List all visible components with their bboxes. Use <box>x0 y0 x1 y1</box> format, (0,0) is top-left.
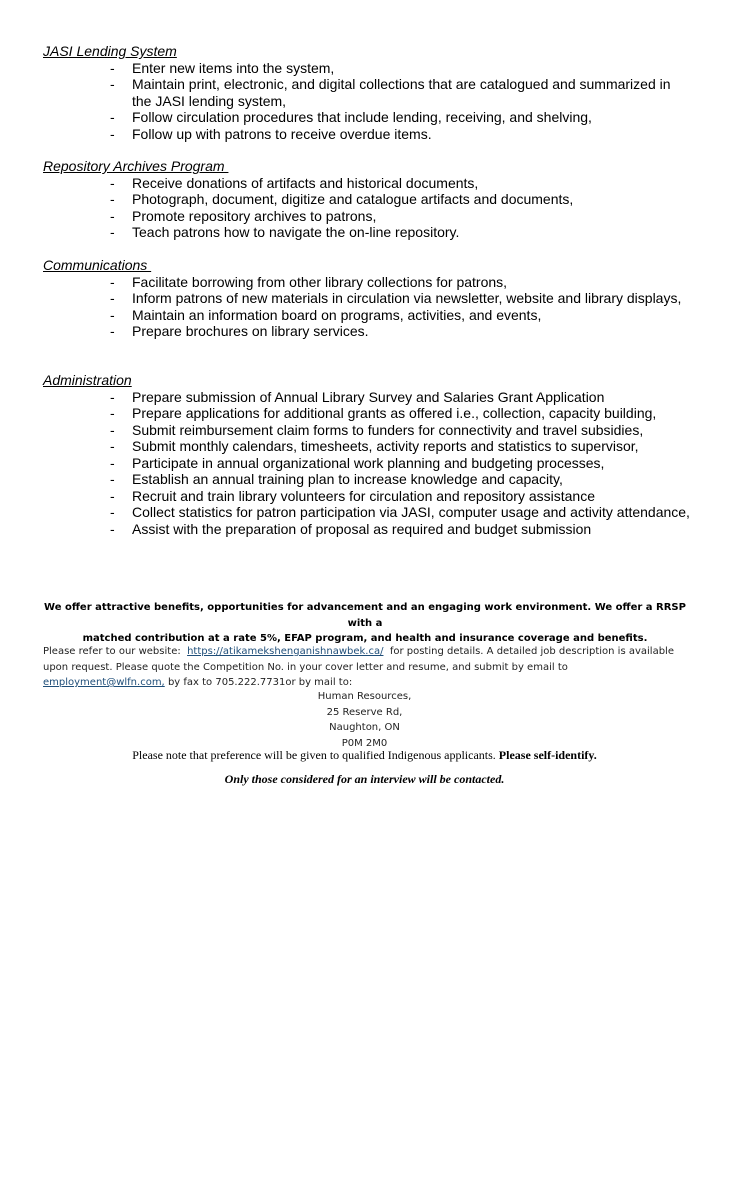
section-title: JASI Lending System <box>43 43 177 59</box>
bullet-dash: - <box>110 438 115 454</box>
bullet-item <box>43 307 703 324</box>
bullet-text: Follow up with patrons to receive overdue items. <box>132 125 432 142</box>
bullet-item <box>43 389 703 406</box>
bullet-text: Maintain an information board on programs, activities, and events, <box>132 306 542 323</box>
bullet-item <box>43 76 703 109</box>
address-line: P0M 2M0 <box>341 737 388 749</box>
bullet-dash: - <box>110 290 115 306</box>
bullet-text: Establish an annual training plan to increase knowledge and capacity, <box>132 471 563 487</box>
bullet-dash: - <box>110 504 115 520</box>
section-title: Administration <box>43 372 132 388</box>
bullet-text: Photograph, document, digitize and catalogue artifacts and documents, <box>132 191 574 207</box>
bullet-dash: - <box>110 174 115 191</box>
contact-note: Only those considered for an interview will be contacted. <box>224 772 505 786</box>
bullet-text: Prepare submission of Annual Library Survey and Salaries Grant Application <box>132 388 605 405</box>
bullet-dash: - <box>110 405 115 421</box>
bullet-dash: - <box>110 454 115 471</box>
bullet-text: Recruit and train library volunteers for circulation and repository assistance <box>132 487 595 504</box>
self-identify-text: Please self-identify. <box>498 748 597 762</box>
bullet-text: Submit monthly calendars, timesheets, activity reports and statistics to supervisor, <box>132 438 639 454</box>
bullet-dash: - <box>110 207 115 224</box>
refer-prefix: Please refer to our website: <box>43 646 181 657</box>
bullet-dash: - <box>110 59 115 76</box>
bullet-dash: - <box>110 125 115 142</box>
address-line: Naughton, ON <box>329 722 400 733</box>
bullet-text: Collect statistics for patron participation via JASI, computer usage and activity attendance, <box>132 504 690 520</box>
section-title: Communications <box>43 257 152 273</box>
bullet-item <box>43 290 703 307</box>
bullet-dash: - <box>110 306 115 323</box>
bullet-item <box>43 274 703 291</box>
bullet-dash: - <box>110 224 115 240</box>
bullet-item <box>43 405 703 422</box>
section-communications <box>43 257 703 340</box>
bullet-dash: - <box>110 388 115 405</box>
bullet-dash: - <box>110 487 115 504</box>
bullet-item <box>43 455 703 472</box>
bullet-text: Inform patrons of new materials in circulation via newsletter, website and library displays, <box>132 290 682 306</box>
section-title: Repository Archives Program <box>43 158 229 174</box>
address-line: Human Resources, <box>317 691 412 702</box>
bullet-item <box>43 175 703 192</box>
bullet-text: Receive donations of artifacts and historical documents, <box>132 174 479 191</box>
bullet-item <box>43 126 703 143</box>
bullet-item <box>43 422 703 439</box>
benefits-line: matched contribution at a rate 5%, EFAP program, and health and insurance coverage and benefits. <box>82 633 648 644</box>
bullet-dash: - <box>110 76 115 92</box>
bullet-dash: - <box>110 421 115 438</box>
bullet-item <box>43 224 703 241</box>
email-link[interactable]: employment@wlfn.com, <box>43 677 165 688</box>
preference-note <box>0 748 729 762</box>
section-repository-archives-program <box>43 158 703 241</box>
bullet-item <box>43 521 703 538</box>
bullet-text: Promote repository archives to patrons, <box>132 207 377 224</box>
refer-suffix: by fax to 705.222.7731or by mail to: <box>167 677 353 688</box>
bullet-text: Follow circulation procedures that include lending, receiving, and shelving, <box>132 109 592 125</box>
application-instructions <box>43 644 683 691</box>
bullet-text: Maintain print, electronic, and digital collections that are catalogued and summarized in the JASI lending system, <box>132 76 671 109</box>
bullet-dash: - <box>110 191 115 207</box>
benefits-statement <box>40 600 690 647</box>
bullet-item <box>43 208 703 225</box>
bullet-item <box>43 109 703 126</box>
bullet-item <box>43 60 703 77</box>
bullet-dash: - <box>110 323 115 339</box>
bullet-text: Prepare applications for additional grants as offered i.e., collection, capacity building, <box>132 405 657 421</box>
bullet-text: Enter new items into the system, <box>132 59 335 76</box>
bullet-text: Submit reimbursement claim forms to funders for connectivity and travel subsidies, <box>132 421 644 438</box>
bullet-text: Prepare brochures on library services. <box>132 323 369 339</box>
preference-text: Please note that preference will be given to qualified Indigenous applicants. <box>132 748 496 762</box>
section-jasi-lending-system <box>43 43 703 142</box>
bullet-item <box>43 504 703 521</box>
bullet-dash: - <box>110 109 115 125</box>
bullet-dash: - <box>110 520 115 537</box>
bullet-text: Participate in annual organizational work planning and budgeting processes, <box>132 454 605 471</box>
bullet-dash: - <box>110 471 115 487</box>
bullet-dash: - <box>110 273 115 290</box>
bullet-item <box>43 488 703 505</box>
section-administration <box>43 372 703 537</box>
website-link[interactable]: https://atikamekshenganishnawbek.ca/ <box>187 646 384 657</box>
bullet-item <box>43 471 703 488</box>
benefits-line: We offer attractive benefits, opportunities for advancement and an engaging work environment. We offer a RRSP with a <box>44 602 686 629</box>
bullet-text: Facilitate borrowing from other library collections for patrons, <box>132 273 508 290</box>
mailing-address <box>0 689 729 751</box>
bullet-item <box>43 438 703 455</box>
bullet-text: Assist with the preparation of proposal as required and budget submission <box>132 520 592 537</box>
bullet-item <box>43 191 703 208</box>
refer-middle: for posting details. A detailed job description is available upon request. Please quote the Competition No. in your cover letter and resume, and submit by email to <box>43 646 674 673</box>
address-line: 25 Reserve Rd, <box>326 706 403 718</box>
bullet-text: Teach patrons how to navigate the on-line repository. <box>132 224 460 240</box>
bullet-item <box>43 323 703 340</box>
